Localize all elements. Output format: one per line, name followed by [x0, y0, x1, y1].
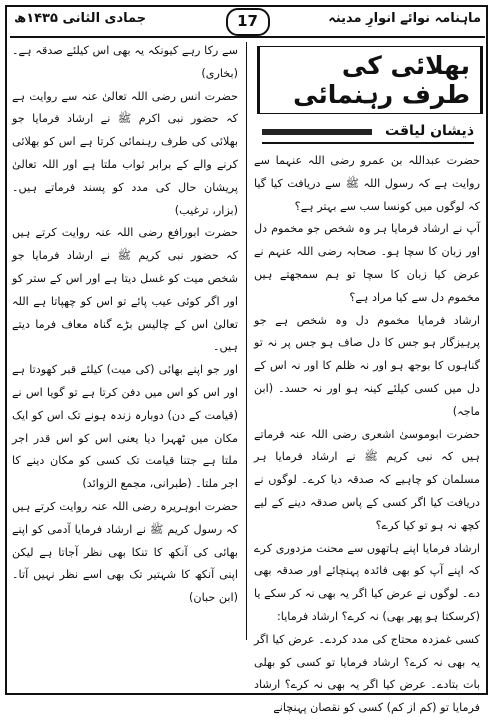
paragraph: آپ نے ارشاد فرمایا ہر وہ شخص جو مخموم دل اور زبان کا سچا ہو۔ صحابہ رضی اللہ عنہم نے عرض کیا زبان کا سچا تو ہم سمجھتے ہیں مخموم دل سے کیا مراد ہے؟ [254, 222, 480, 304]
right-column [254, 150, 480, 720]
paragraph: ارشاد فرمایا اپنے ہاتھوں سے محنت مزدوری کرے کہ اپنے آپ کو بھی فائدہ پہنچائے اور صدقہ بھی دے۔ لوگوں نے عرض کیا اگر یہ بھی نہ کر سکے یا (کرسکتا ہو پھر بھی) نہ کرے؟ ارشاد فرمایا: [254, 541, 480, 623]
header-date: جمادی الثانی ۱۴۳۵ھ [14, 11, 147, 26]
paragraph: اور جو اپنے بھائی (کی میت) کیلئے قبر کھودتا ہے اور اس کو اس میں دفن کرتا ہے تو گویا اس نے (قیامت کے دن) دوبارہ زندہ ہونے تک اس کو ایک مکان میں ٹھہرا دیا یعنی اس کو اس قدر اجر ملتا ہے جتنا قیامت تک کسی کو مکان دینے کا اجر ملتا۔ (طبرانی، مجمع الزوائد) [12, 363, 238, 491]
paragraph: سے رکا رہے کیونکہ یہ بھی اس کیلئے صدقہ ہے۔ (بخاری) [12, 44, 238, 80]
column-divider [246, 42, 247, 640]
author-decor-bar [262, 129, 372, 135]
page-number: 17 [226, 8, 270, 36]
paragraph: حضرت ابوہریرہ رضی اللہ عنہ روایت کرتے ہیں کہ رسول کریم ﷺ نے ارشاد فرمایا آدمی کو اپنے بھائی کی آنکھ کا تنکا بھی نظر آجاتا ہے لیکن اپنی آنکھ کا شہتیر تک بھی اسے نظر نہیں آتا۔ (ابن حبان) [12, 499, 238, 605]
left-column [12, 40, 238, 610]
magazine-title: ماہنامہ نوائے انوارِ مدینہ [328, 11, 481, 26]
paragraph: ارشاد فرمایا مخموم دل وہ شخص ہے جو پرہیزگار ہو جس کا دل صاف ہو جس پر نہ تو گناہوں کا بوجھ ہو اور نہ ظلم کا اور نہ اس کے دل میں کسی کیلئے کینہ ہو اور نہ حسد۔ (ابن ماجہ) [254, 313, 480, 418]
header-rule [10, 36, 485, 38]
paragraph: کسی غمزدہ محتاج کی مدد کردے۔ عرض کیا اگر یہ بھی نہ کرے؟ ارشاد فرمایا تو کسی کو بھلی بات بتادے۔ عرض کیا اگر یہ بھی نہ کرے؟ ارشاد فرمایا تو (کم از کم) کسی کو نقصان پہنچانے [254, 632, 480, 715]
paragraph: حضرت انس رضی اللہ تعالیٰ عنہ سے روایت ہے کہ حضور نبی اکرم ﷺ نے ارشاد فرمایا جو بھلائی کی طرف رہنمائی کرتا ہے اس کو بھلائی کرنے والے کے برابر ثواب ملتا ہے اور اللہ تعالیٰ پریشان حال کی مدد کو پسند فرماتے ہیں۔ (بزار، ترغیب) [12, 89, 238, 217]
page-header [10, 8, 485, 34]
paragraph: حضرت ابورافع رضی اللہ عنہ روایت کرتے ہیں کہ حضور نبی کریم ﷺ نے ارشاد فرمایا جو شخص میت کو غسل دیتا ہے اور اس کے ستر کو اور اگر کوئی عیب پائے تو اس کو چھپاتا ہے اللہ تعالیٰ اس کے چالیس بڑے گناہ معاف فرما دیتے ہیں۔ [12, 226, 238, 354]
article-title-box [257, 46, 483, 114]
author-name: ذیشان لیاقت [385, 123, 474, 139]
article-title: بھلائی کی طرف رہنمائی [259, 46, 481, 114]
author-line [262, 120, 474, 144]
paragraph: حضرت عبداللہ بن عمرو رضی اللہ عنہما سے روایت ہے کہ رسول اللہ ﷺ سے دریافت کیا گیا کہ لوگوں میں کونسا سب سے بہتر ہے؟ [254, 154, 480, 213]
paragraph: حضرت ابوموسیٰ اشعری رضی اللہ عنہ فرماتے ہیں کہ نبی کریم ﷺ نے ارشاد فرمایا ہر مسلمان کو چاہیے کہ صدقہ دیا کرے۔ لوگوں نے دریافت کیا اگر کسی کے پاس صدقہ دینے کے لیے کچھ نہ ہو تو کیا کرے؟ [254, 427, 480, 532]
